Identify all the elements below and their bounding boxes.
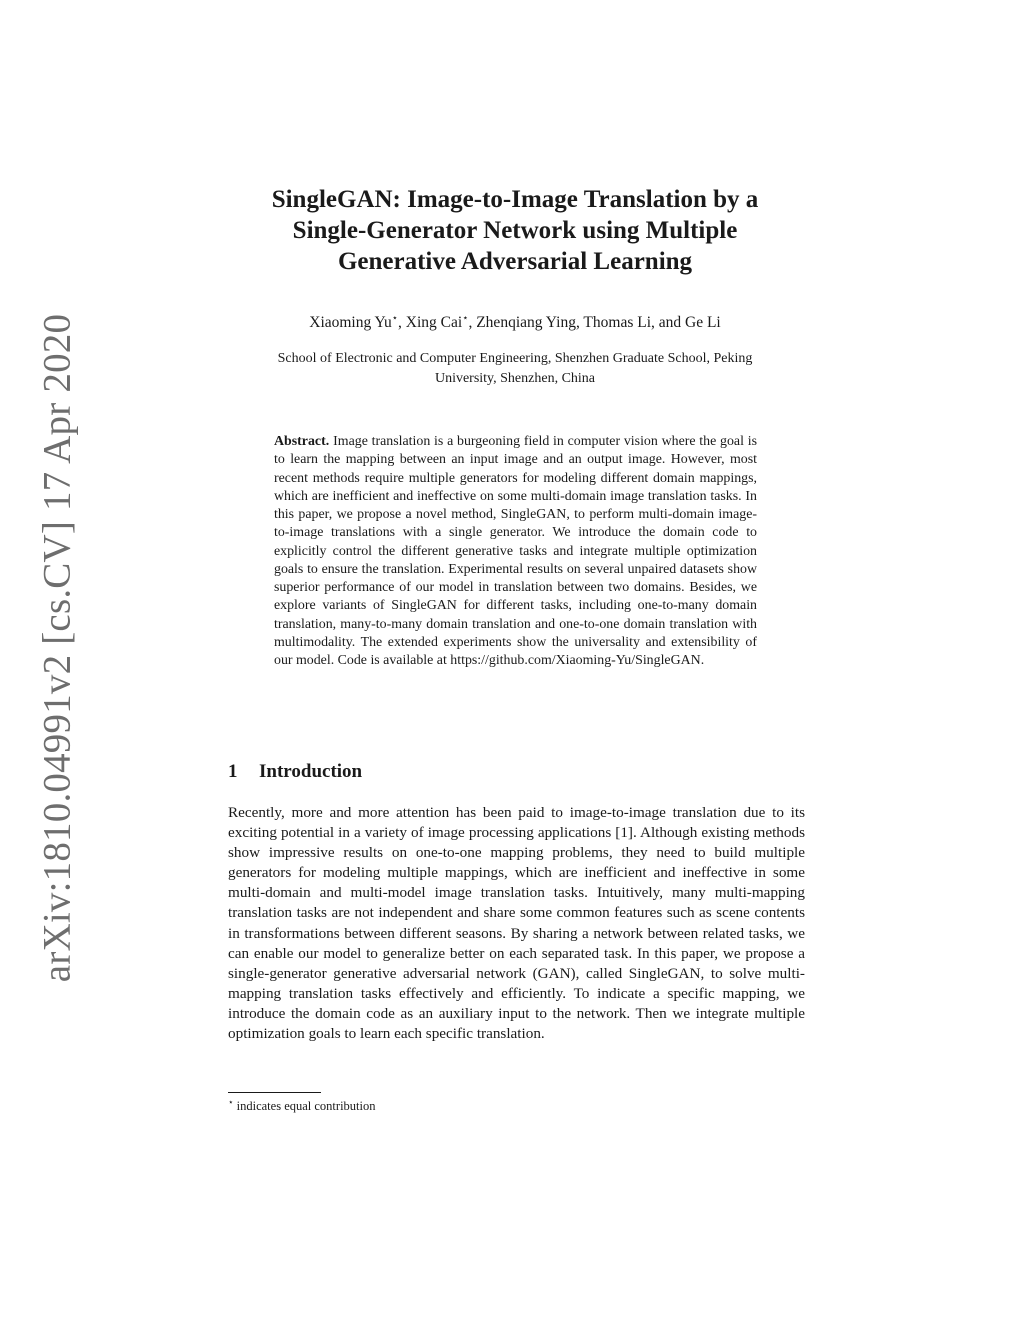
equal-contribution-mark-1: ⋆ — [391, 313, 399, 324]
footnote-rule — [228, 1092, 321, 1093]
affiliation — [228, 349, 802, 389]
footnote — [228, 1097, 376, 1114]
author-2: , Xing Cai — [398, 314, 463, 332]
title-line-2: Single-Generator Network using Multiple — [292, 217, 738, 244]
affiliation-line-2: University, Shenzhen, China — [434, 371, 596, 386]
footnote-mark: ⋆ — [228, 1097, 234, 1107]
section-title: Introduction — [259, 761, 363, 782]
abstract-label: Abstract. — [274, 434, 330, 449]
section-number: 1 — [228, 761, 238, 782]
title-line-1: SingleGAN: Image-to-Image Translation by a — [271, 186, 759, 213]
introduction-paragraph: Recently, more and more attention has been paid to image-to-image translation due to its exciting potential in a variety of image processing applications [1]. Although existing methods show impressive results on one-to-one mapping problems, they need to build multiple generators for modeling multiple mappings, which are inefficient and ineffective in some multi-domain and multi-model image translation tasks. Intuitively, many multi-mapping translation tasks are not independent and share some common features such as scene contents in transformations between different seasons. By sharing a network between related tasks, we can enable our model to generalize better on each separated task. In this paper, we propose a single-generator generative adversarial network (GAN), called SingleGAN, to solve multi-mapping translation tasks effectively and efficiently. To indicate a specific mapping, we introduce the domain code as an auxiliary input to the network. Then we integrate multiple optimization goals to learn each specific translation. — [228, 804, 805, 1043]
abstract-text: Image translation is a burgeoning field in computer vision where the goal is to learn the mapping between an input image and an output image. However, most recent methods require multiple generators for modeling different domain mappings, which are inefficient and ineffective on some multi-domain image translation tasks. In this paper, we propose a novel method, SingleGAN, to perform multi-domain image-to-image translations with a single generator. We introduce the domain code to explicitly control the different generative tasks and integrate multiple optimization goals to ensure the translation. Experimental results on several unpaired datasets show superior performance of our model in translation between two domains. Besides, we explore variants of SingleGAN for different tasks, including one-to-many domain translation, many-to-many domain translation and one-to-one domain translation with multimodality. The extended experiments show the universality and extensibility of our model. Code is available at https://github.com/Xiaoming-Yu/SingleGAN. — [274, 434, 757, 668]
author-1: Xiaoming Yu — [309, 314, 392, 332]
paper-title — [228, 184, 802, 277]
equal-contribution-mark-2: ⋆ — [462, 313, 469, 324]
footnote-text: indicates equal contribution — [236, 1099, 376, 1114]
section-heading-introduction — [228, 761, 362, 783]
affiliation-line-1: School of Electronic and Computer Engineering, Shenzhen Graduate School, Peking — [277, 351, 753, 366]
remaining-authors: , Zhenqiang Ying, Thomas Li, and Ge Li — [468, 314, 721, 332]
arxiv-identifier-stamp: arXiv:1810.04991v2 [cs.CV] 17 Apr 2020 — [35, 313, 79, 983]
title-line-3: Generative Adversarial Learning — [337, 248, 693, 275]
abstract — [274, 433, 757, 670]
author-list — [228, 313, 802, 332]
